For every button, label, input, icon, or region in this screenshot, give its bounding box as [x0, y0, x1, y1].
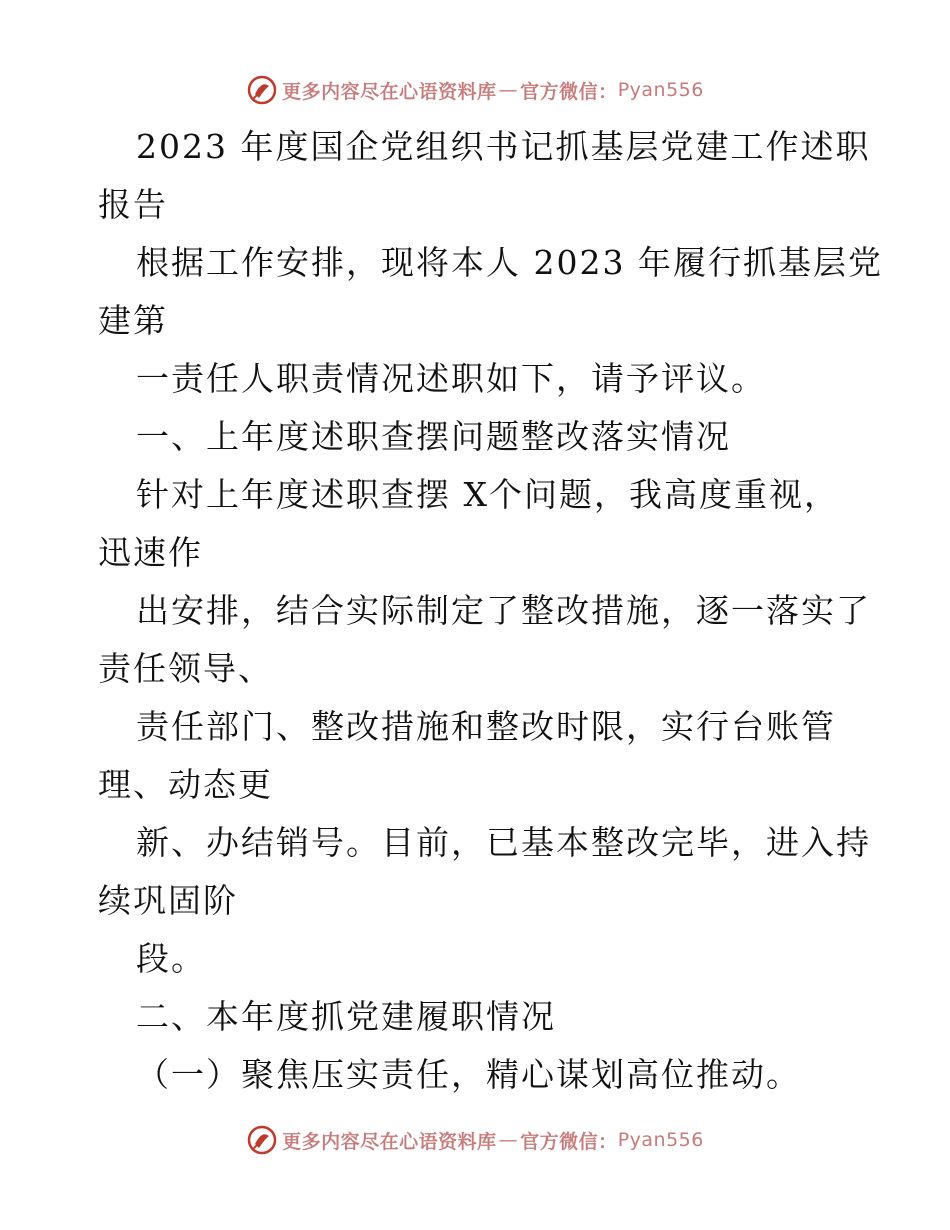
document-line: 二、本年度抓党建履职情况 — [136, 997, 556, 1036]
watermark-logo-icon — [246, 74, 278, 106]
watermark-text: 更多内容尽在心语资料库 — [282, 1130, 497, 1153]
document-line: 根据工作安排，现将本人 2023 年履行抓基层党 — [136, 243, 883, 282]
document-line: 报告 — [98, 185, 168, 224]
document-body — [98, 118, 883, 1104]
document-line: 责任部门、整改措施和整改时限，实行台账管 — [136, 707, 836, 746]
document-line: 建第 — [98, 301, 168, 340]
document-line: 新、办结销号。目前，已基本整改完毕，进入持 — [136, 823, 871, 862]
document-line: 责任领导、 — [98, 649, 273, 688]
document-line: 迅速作 — [98, 533, 203, 572]
watermark-text: 更多内容尽在心语资料库 — [282, 80, 497, 103]
document-line: 续巩固阶 — [98, 881, 238, 920]
document-line: 一、上年度述职查摆问题整改落实情况 — [136, 417, 731, 456]
watermark-id: Pyan556 — [617, 79, 704, 101]
watermark-header — [0, 70, 950, 110]
document-line: 一责任人职责情况述职如下，请予评议。 — [136, 359, 766, 398]
document-line: 理、动态更 — [98, 765, 273, 804]
document-line: 针对上年度述职查摆 X个问题，我高度重视， — [136, 475, 839, 514]
watermark-separator: — — [498, 79, 519, 101]
watermark-label: 官方微信： — [520, 80, 618, 103]
document-line: （一）聚焦压实责任，精心谋划高位推动。 — [136, 1055, 801, 1094]
watermark-label: 官方微信： — [520, 1130, 618, 1153]
watermark-logo-icon — [246, 1124, 278, 1156]
document-line: 出安排，结合实际制定了整改措施，逐一落实了 — [136, 591, 871, 630]
watermark-id: Pyan556 — [617, 1129, 704, 1151]
document-line: 段。 — [136, 939, 206, 978]
watermark-footer — [0, 1120, 950, 1160]
watermark-separator: — — [498, 1129, 519, 1151]
document-line: 2023 年度国企党组织书记抓基层党建工作述职 — [136, 127, 871, 166]
